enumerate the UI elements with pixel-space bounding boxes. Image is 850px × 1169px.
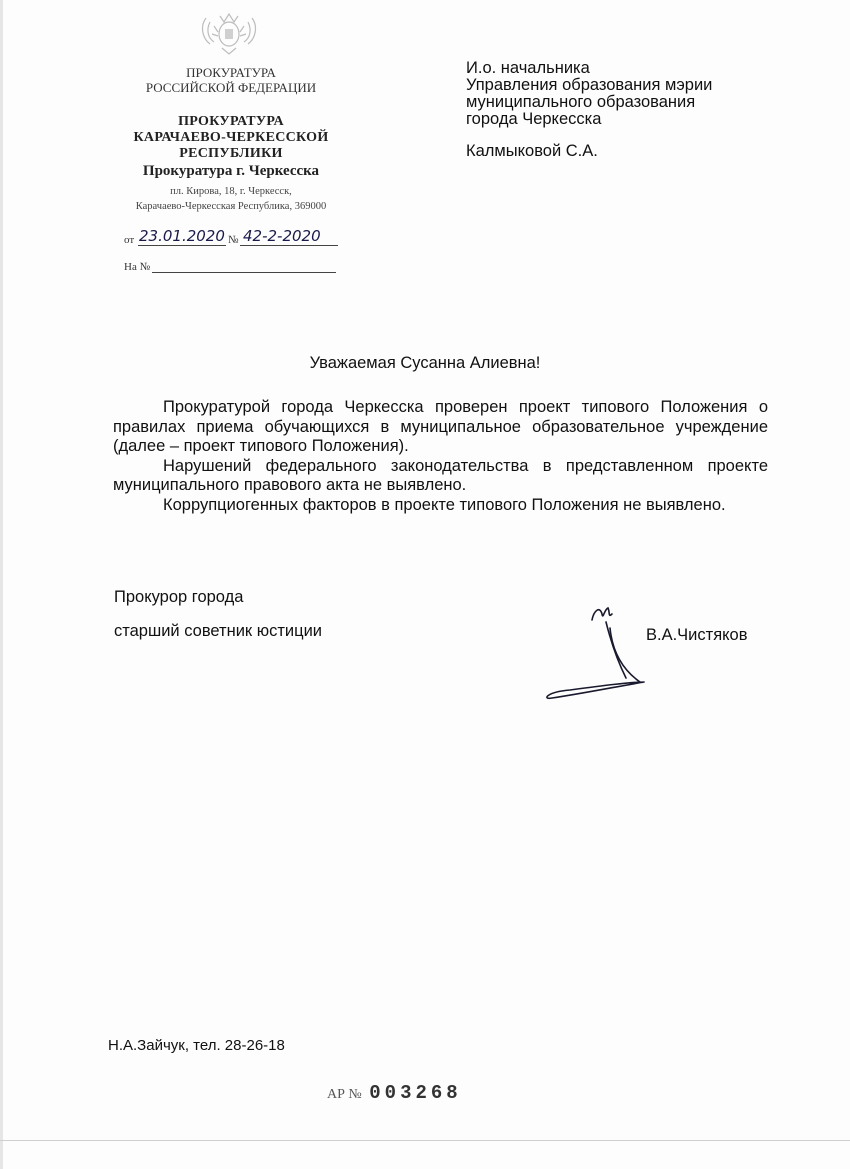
- registration-date-number-row: [124, 228, 338, 248]
- reply-to-label: На №: [124, 261, 151, 273]
- addressee-department: Управления образования мэрии: [466, 76, 713, 94]
- letterhead-regional-line-3: РЕСПУБЛИКИ: [179, 146, 283, 162]
- letter-paragraph-3: Коррупциогенных факторов в проекте типового Положения не выявлено.: [163, 495, 726, 514]
- letter-body: [113, 398, 768, 515]
- form-serial-label: АР №: [327, 1087, 362, 1102]
- scan-left-edge: [0, 0, 3, 1169]
- letterhead-address: [105, 184, 357, 214]
- addressee-name: Калмыковой С.А.: [466, 142, 598, 160]
- scan-bottom-edge: [0, 1140, 850, 1141]
- letterhead-federal-line-2: РОССИЙСКОЙ ФЕДЕРАЦИИ: [145, 79, 317, 95]
- addressee-position: И.о. начальника: [466, 59, 590, 77]
- executor-contact: Н.А.Зайчук, тел. 28-26-18: [108, 1037, 285, 1054]
- date-underline: [138, 245, 226, 246]
- form-serial: [327, 1082, 462, 1104]
- date-label: от: [124, 234, 135, 246]
- letter-paragraph-1: Прокуратурой города Черкесска проверен проект типового Положения о правилах приема обучающихся в муниципальное образовательное учреждение (далее – проект типового Положения).: [113, 398, 768, 455]
- letterhead-address-line-1: пл. Кирова, 18, г. Черкесск,: [170, 186, 292, 197]
- letter-greeting: Уважаемая Сусанна Алиевна!: [309, 354, 541, 372]
- reply-to-underline: [152, 272, 336, 273]
- signer-rank: старший советник юстиции: [114, 622, 323, 640]
- letterhead-city-office: Прокуратура г. Черкесска: [142, 163, 320, 179]
- number-label: №: [228, 234, 239, 246]
- reply-to-row: [124, 257, 336, 275]
- addressee-municipality: муниципального образования: [466, 93, 696, 111]
- letterhead-regional: [105, 114, 357, 162]
- date-handwritten: 23.01.2020: [139, 227, 225, 245]
- number-handwritten: 42-2-2020: [243, 227, 321, 245]
- letterhead-federal: [105, 66, 357, 96]
- signer-position: Прокурор города: [114, 588, 244, 606]
- letter-paragraph-2: Нарушений федерального законодательства в представленном проекте муниципального правового акта не выявлено.: [113, 456, 768, 494]
- letterhead-regional-line-2: КАРАЧАЕВО-ЧЕРКЕССКОЙ: [133, 130, 329, 146]
- coat-of-arms-emblem: [196, 12, 262, 56]
- letterhead-regional-line-1: ПРОКУРАТУРА: [178, 114, 284, 129]
- letterhead-federal-line-1: ПРОКУРАТУРА: [186, 65, 276, 80]
- handwritten-signature-icon: [540, 598, 660, 708]
- number-underline: [240, 245, 338, 246]
- letterhead-address-line-2: Карачаево-Черкесская Республика, 369000: [135, 201, 327, 213]
- form-serial-number: 003268: [369, 1082, 462, 1104]
- addressee-city: города Черкесска: [466, 110, 602, 128]
- signer-name: В.А.Чистяков: [646, 626, 748, 644]
